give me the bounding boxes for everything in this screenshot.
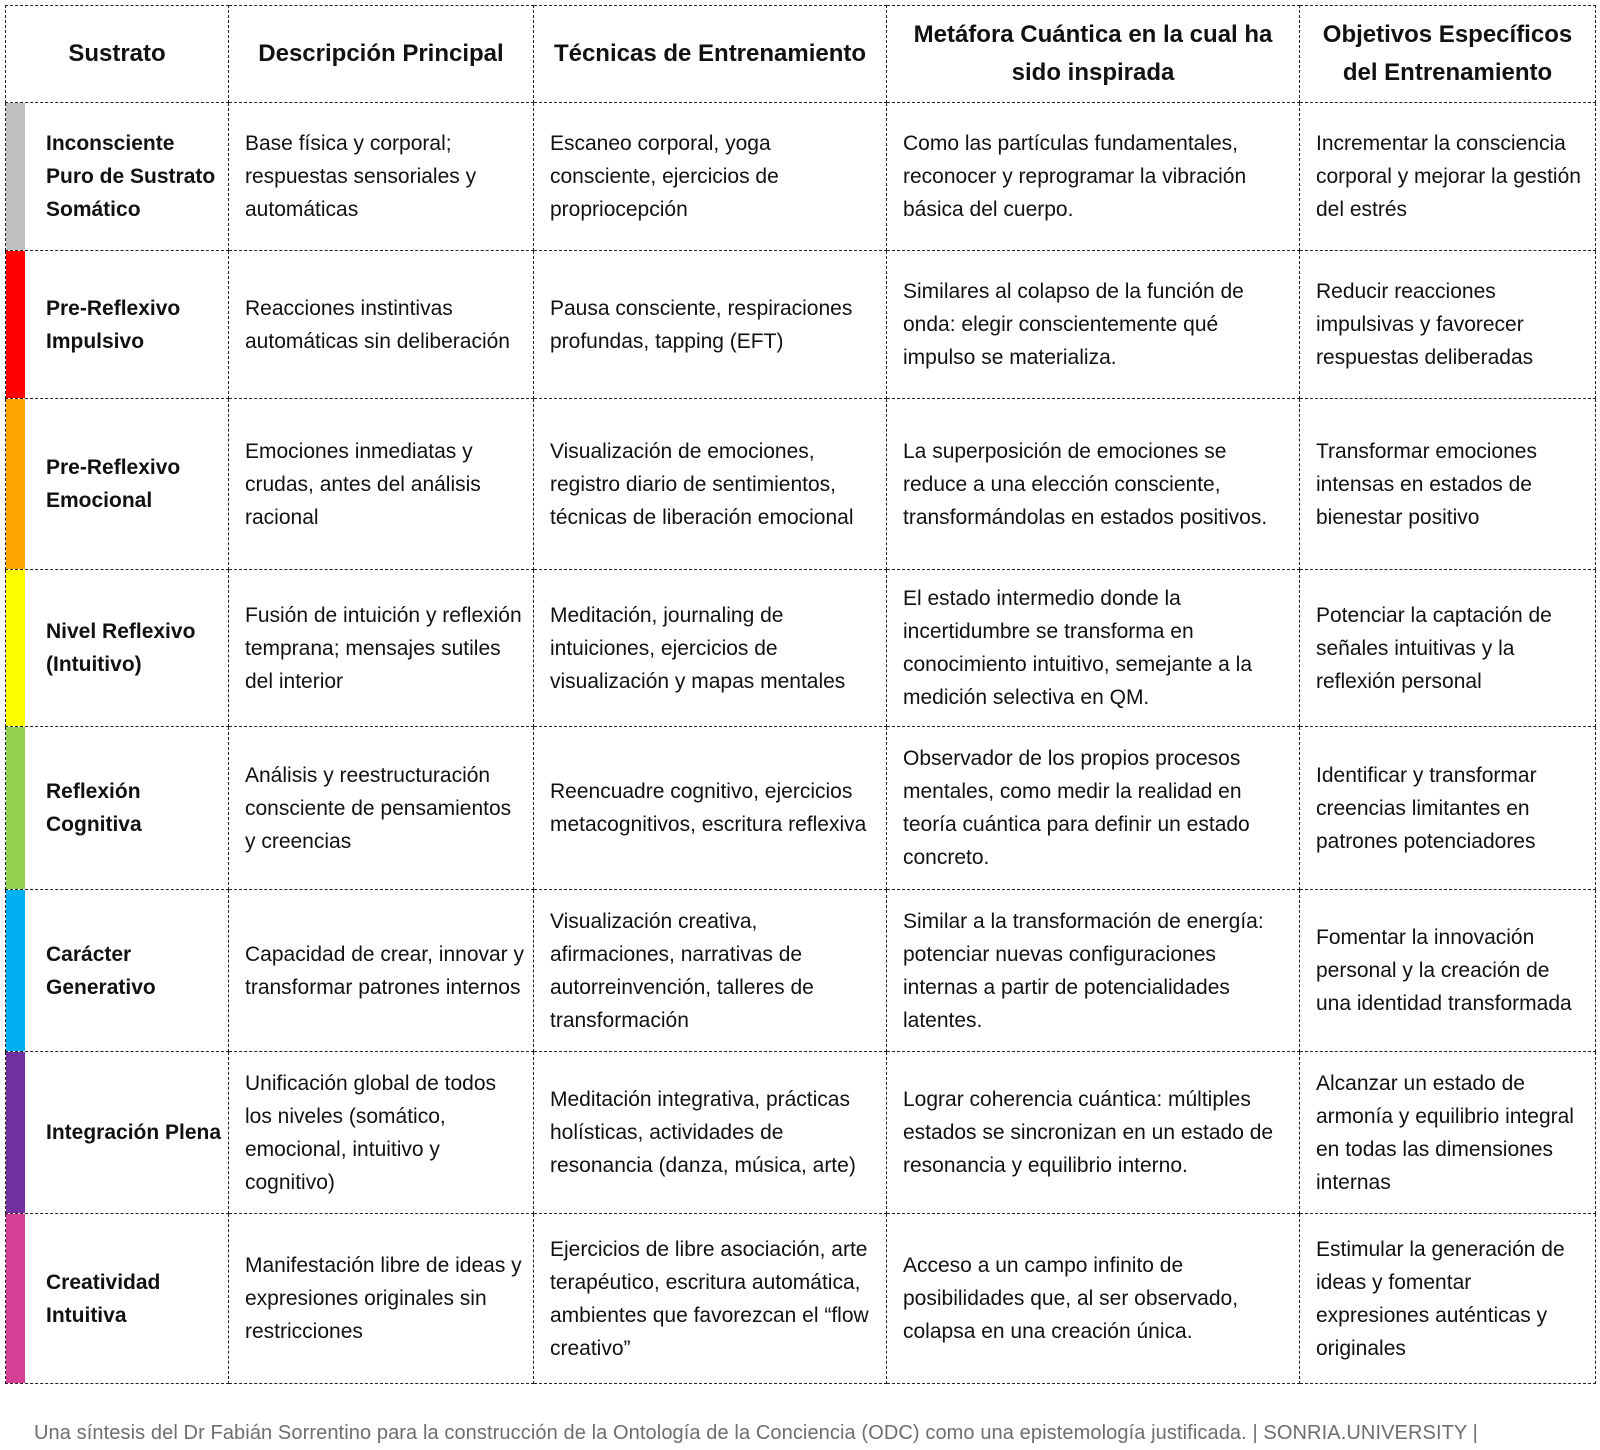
cell-metafora: Similar a la transformación de energía: potenciar nuevas configuraciones internas a partir de potencialidades latentes.	[887, 890, 1300, 1052]
header-descripcion: Descripción Principal	[229, 6, 534, 103]
cell-sustrato	[6, 1214, 229, 1384]
cell-objetivos: Identificar y transformar creencias limitantes en patrones potenciadores	[1300, 727, 1596, 890]
cell-sustrato	[6, 727, 229, 890]
table-body	[6, 103, 1596, 1384]
cell-metafora: Similares al colapso de la función de onda: elegir conscientemente qué impulso se materializa.	[887, 251, 1300, 399]
cell-metafora: El estado intermedio donde la incertidumbre se transforma en conocimiento intuitivo, semejante a la medición selectiva en QM.	[887, 570, 1300, 727]
sustrato-label: Carácter Generativo	[46, 942, 156, 999]
cell-objetivos: Reducir reacciones impulsivas y favorecer respuestas deliberadas	[1300, 251, 1596, 399]
table-row	[6, 1052, 1596, 1214]
cell-tecnicas: Visualización de emociones, registro diario de sentimientos, técnicas de liberación emocional	[534, 399, 887, 570]
cell-metafora: Observador de los propios procesos mentales, como medir la realidad en teoría cuántica para definir un estado concreto.	[887, 727, 1300, 890]
color-stripe	[6, 103, 25, 250]
sustrato-label: Pre-Reflexivo Impulsivo	[46, 296, 181, 353]
cell-sustrato	[6, 570, 229, 727]
cell-objetivos: Incrementar la consciencia corporal y mejorar la gestión del estrés	[1300, 103, 1596, 251]
table-row	[6, 570, 1596, 727]
header-metafora: Metáfora Cuántica en la cual ha sido inspirada	[887, 6, 1300, 103]
header-objetivos: Objetivos Específicos del Entrenamiento	[1300, 6, 1596, 103]
color-stripe	[6, 570, 25, 726]
color-stripe	[6, 1214, 25, 1383]
cell-objetivos: Potenciar la captación de señales intuitivas y la reflexión personal	[1300, 570, 1596, 727]
cell-objetivos: Estimular la generación de ideas y fomentar expresiones auténticas y originales	[1300, 1214, 1596, 1384]
substrate-table	[5, 5, 1596, 1384]
table-header	[6, 6, 1596, 103]
cell-objetivos: Fomentar la innovación personal y la creación de una identidad transformada	[1300, 890, 1596, 1052]
cell-descripcion: Capacidad de crear, innovar y transformar patrones internos	[229, 890, 534, 1052]
cell-metafora: La superposición de emociones se reduce a una elección consciente, transformándolas en estados positivos.	[887, 399, 1300, 570]
cell-metafora: Acceso a un campo infinito de posibilidades que, al ser observado, colapsa en una creación única.	[887, 1214, 1300, 1384]
table-row	[6, 103, 1596, 251]
footer-credit: Una síntesis del Dr Fabián Sorrentino para la construcción de la Ontología de la Conciencia (ODC) como una epistemología justificada. | SONRIA.UNIVERSITY |	[34, 1422, 1478, 1444]
cell-descripcion: Emociones inmediatas y crudas, antes del análisis racional	[229, 399, 534, 570]
sustrato-label: Nivel Reflexivo (Intuitivo)	[46, 620, 196, 676]
cell-descripcion: Manifestación libre de ideas y expresiones originales sin restricciones	[229, 1214, 534, 1384]
cell-metafora: Como las partículas fundamentales, reconocer y reprogramar la vibración básica del cuerpo.	[887, 103, 1300, 251]
cell-metafora: Lograr coherencia cuántica: múltiples estados se sincronizan en un estado de resonancia y equilibrio interno.	[887, 1052, 1300, 1214]
color-stripe	[6, 399, 25, 569]
cell-descripcion: Análisis y reestructuración consciente de pensamientos y creencias	[229, 727, 534, 890]
cell-tecnicas: Ejercicios de libre asociación, arte terapéutico, escritura automática, ambientes que favorezcan el “flow creativo”	[534, 1214, 887, 1384]
sustrato-label: Creatividad Intuitiva	[46, 1270, 161, 1327]
color-stripe	[6, 727, 25, 889]
cell-sustrato	[6, 1052, 229, 1214]
cell-tecnicas: Escaneo corporal, yoga consciente, ejercicios de propriocepción	[534, 103, 887, 251]
cell-sustrato	[6, 251, 229, 399]
color-stripe	[6, 890, 25, 1051]
sustrato-label: Integración Plena	[46, 1121, 222, 1144]
cell-tecnicas: Pausa consciente, respiraciones profundas, tapping (EFT)	[534, 251, 887, 399]
sustrato-label: Reflexión Cognitiva	[46, 780, 142, 836]
cell-descripcion: Fusión de intuición y reflexión temprana; mensajes sutiles del interior	[229, 570, 534, 727]
color-stripe	[6, 251, 25, 398]
color-stripe	[6, 1052, 25, 1213]
table-row	[6, 1214, 1596, 1384]
cell-sustrato	[6, 103, 229, 251]
cell-descripcion: Base física y corporal; respuestas sensoriales y automáticas	[229, 103, 534, 251]
header-tecnicas: Técnicas de Entrenamiento	[534, 6, 887, 103]
cell-tecnicas: Meditación, journaling de intuiciones, ejercicios de visualización y mapas mentales	[534, 570, 887, 727]
cell-tecnicas: Reencuadre cognitivo, ejercicios metacognitivos, escritura reflexiva	[534, 727, 887, 890]
cell-objetivos: Alcanzar un estado de armonía y equilibrio integral en todas las dimensiones internas	[1300, 1052, 1596, 1214]
table-row	[6, 399, 1596, 570]
substrate-table-container	[5, 5, 1595, 1384]
cell-descripcion: Reacciones instintivas automáticas sin deliberación	[229, 251, 534, 399]
header-sustrato: Sustrato	[6, 6, 229, 103]
cell-objetivos: Transformar emociones intensas en estados de bienestar positivo	[1300, 399, 1596, 570]
cell-descripcion: Unificación global de todos los niveles (somático, emocional, intuitivo y cognitivo)	[229, 1052, 534, 1214]
cell-tecnicas: Visualización creativa, afirmaciones, narrativas de autorreinvención, talleres de transformación	[534, 890, 887, 1052]
table-row	[6, 251, 1596, 399]
table-row	[6, 727, 1596, 890]
cell-sustrato	[6, 399, 229, 570]
sustrato-label: Inconsciente Puro de Sustrato Somático	[46, 132, 216, 221]
cell-tecnicas: Meditación integrativa, prácticas holísticas, actividades de resonancia (danza, música, arte)	[534, 1052, 887, 1214]
cell-sustrato	[6, 890, 229, 1052]
table-row	[6, 890, 1596, 1052]
header-row	[6, 6, 1596, 103]
sustrato-label: Pre-Reflexivo Emocional	[46, 456, 181, 512]
